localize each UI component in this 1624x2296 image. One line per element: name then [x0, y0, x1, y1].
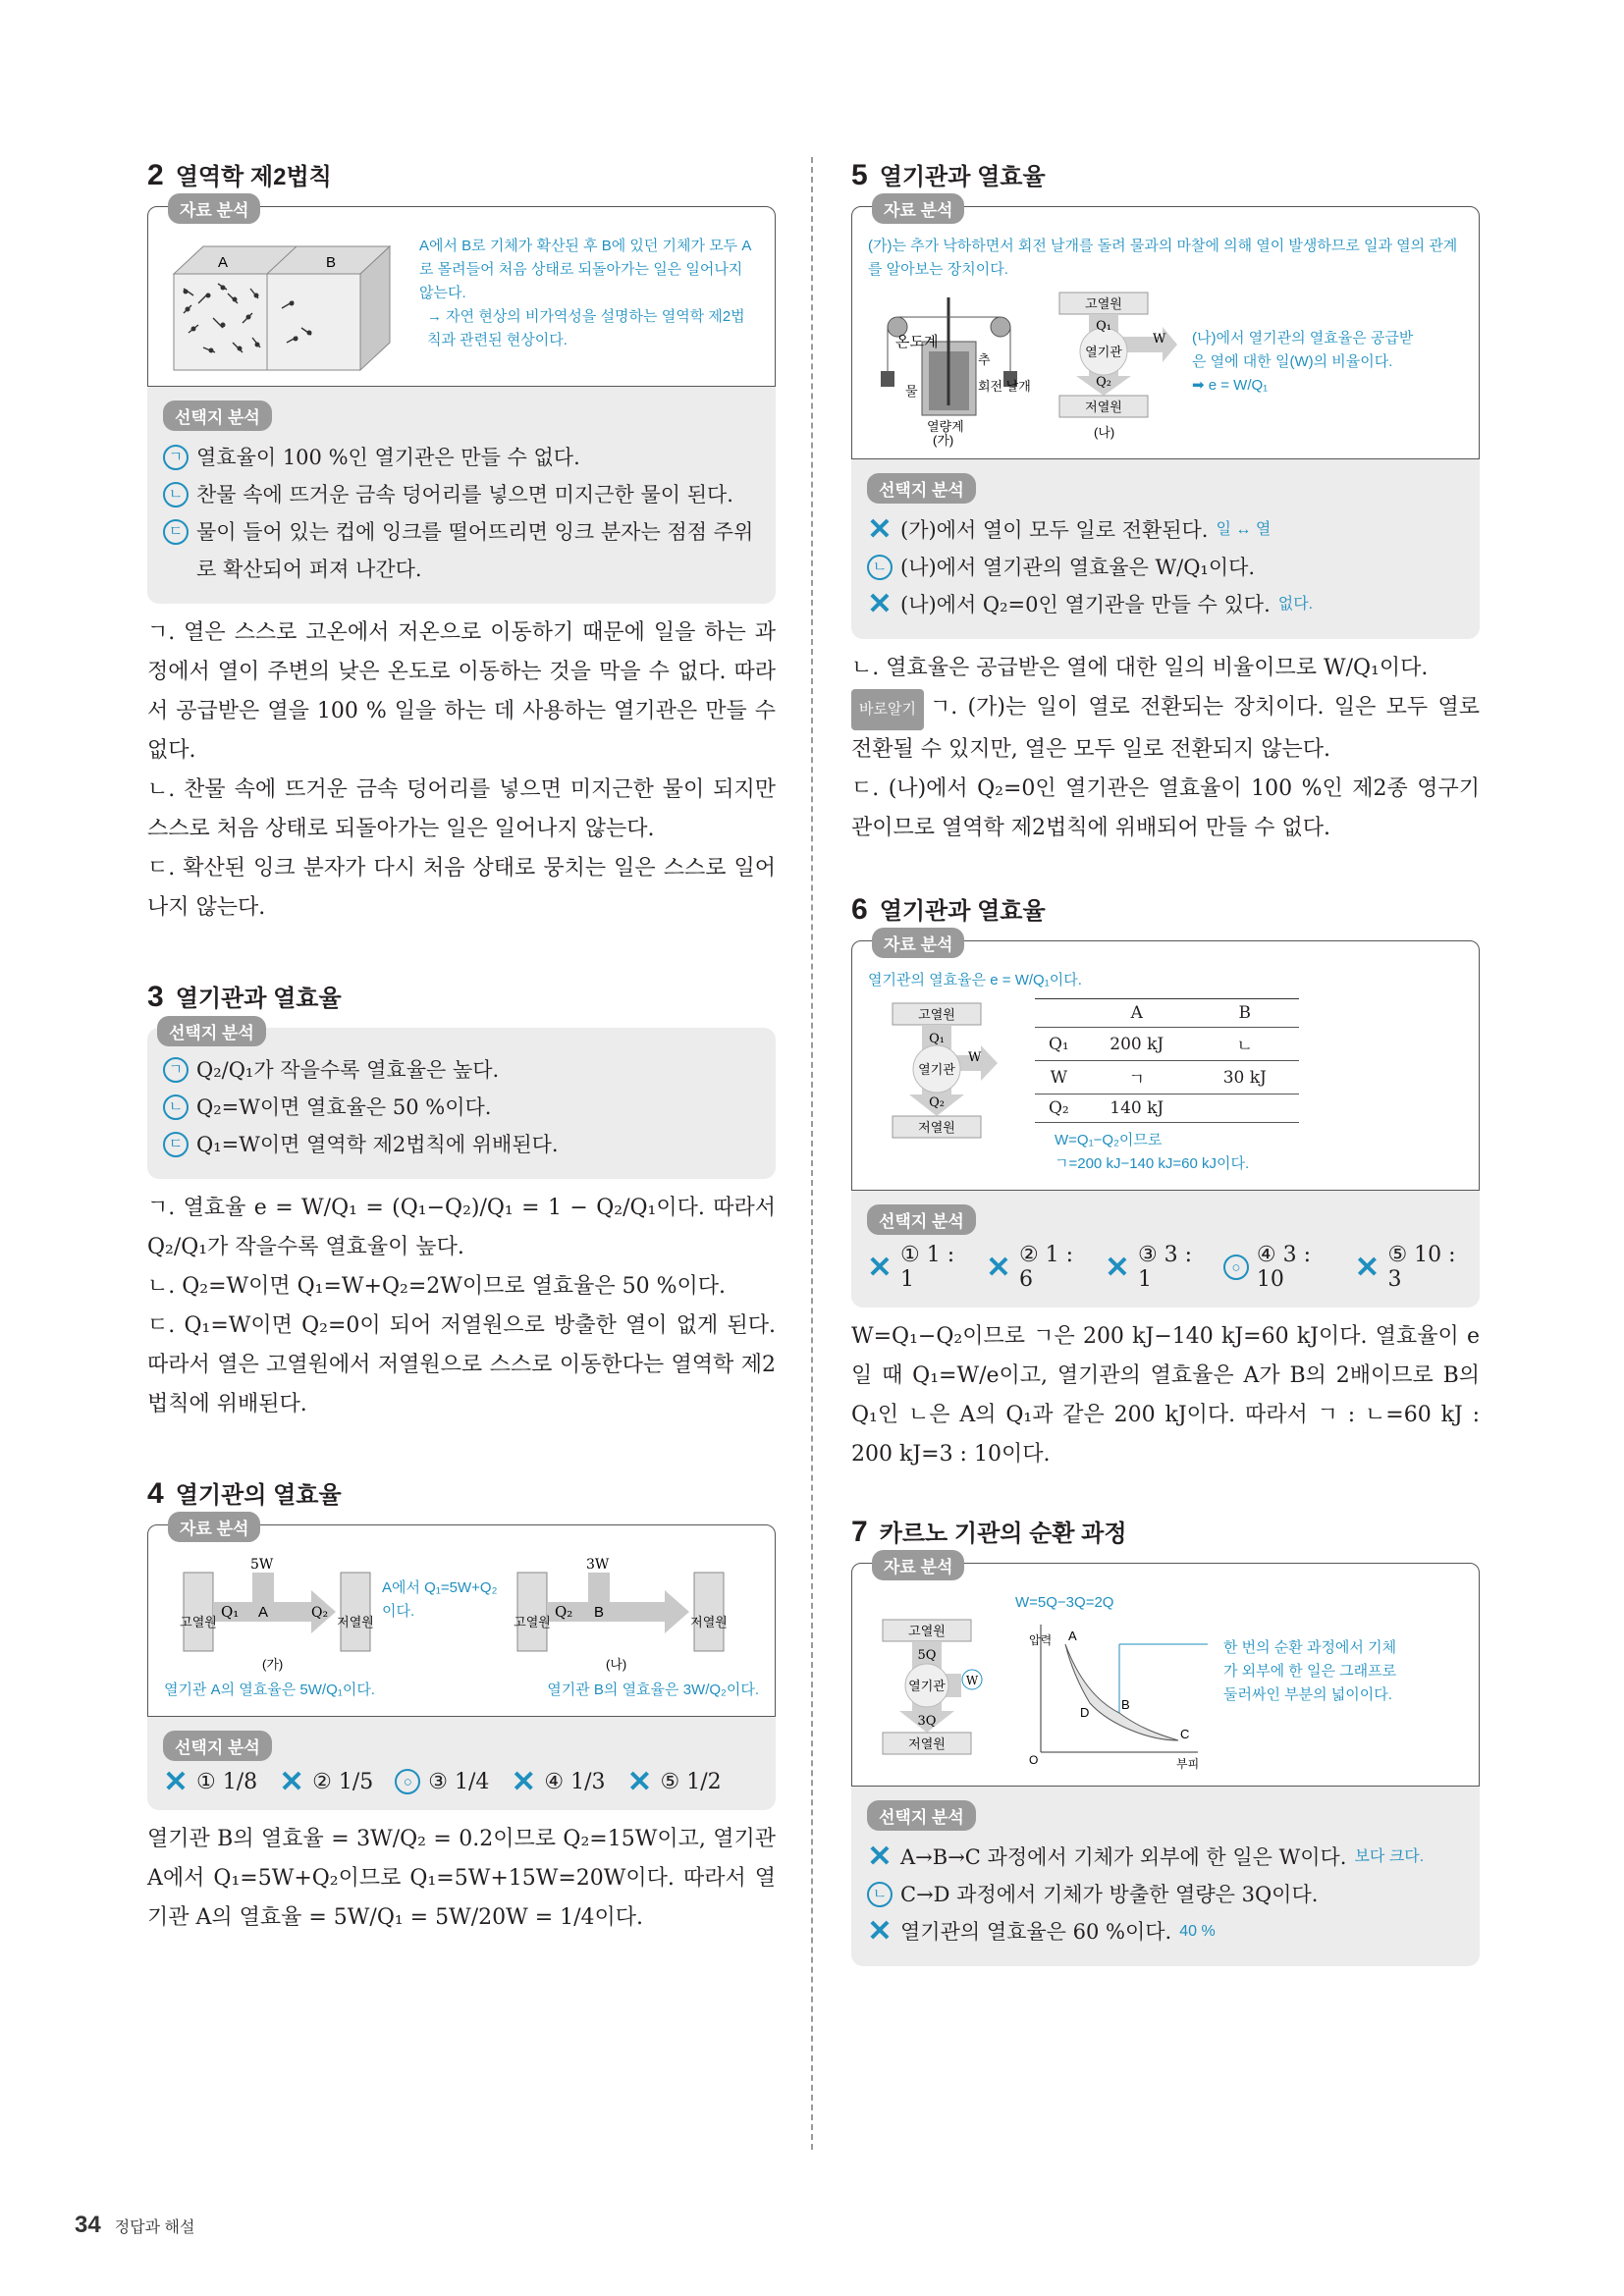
engine-a-label: A — [258, 1604, 269, 1621]
section-number: 6 — [851, 893, 868, 926]
efficiency-formula: ➡ e = W/Q₁ — [1192, 377, 1269, 394]
choice-item — [867, 1243, 964, 1292]
section-5-title — [851, 157, 1480, 192]
caption-text: (가)는 추가 낙하하면서 회전 날개를 돌려 물과의 마찰에 의해 열이 발생하므로 일과 열의 관계를 알아보는 장치이다. — [868, 238, 1458, 278]
table-row — [1035, 1028, 1299, 1061]
efficiency-note: (나)에서 열기관의 열효율은 공급받은 열에 대한 일(W)의 비율이다. — [1192, 330, 1414, 370]
explanation-para: ㄷ. Q₁=W이면 Q₂=0이 되어 저열원으로 방출한 열이 없게 된다. 따라서 열은 고열원에서 저열원으로 스스로 이동한다는 열역학 제2법칙에 위배된다. — [147, 1313, 776, 1416]
section-4-title — [147, 1475, 776, 1511]
hot-reservoir-label: 고열원 — [918, 1007, 955, 1022]
circle-mark-icon: ㄱ — [163, 445, 189, 470]
calc-note: W=Q₁−Q₂이므로 — [1055, 1132, 1163, 1148]
q1-label: Q₁ — [1096, 319, 1111, 334]
choice-item — [1223, 1243, 1333, 1292]
choice-text: ⑤ 10 : 3 — [1387, 1243, 1456, 1292]
engine-label: 열기관 — [918, 1062, 955, 1077]
q1-label: Q₁ — [221, 1603, 240, 1621]
heat-in-label: 5Q — [917, 1648, 937, 1663]
cold-reservoir-label: 저열원 — [337, 1615, 374, 1629]
section-title-text: 열역학 제2법칙 — [175, 164, 332, 190]
calc-note: ㄱ=200 kJ−140 kJ=60 kJ이다. — [1055, 1155, 1250, 1172]
hot-reservoir-label: 고열원 — [514, 1615, 551, 1629]
choice-analysis-tag: 선택지 분석 — [157, 1016, 266, 1046]
data-analysis-box — [147, 1520, 776, 1717]
circle-mark-icon: ㄷ — [163, 1132, 189, 1157]
correct-mark-icon: ○ — [395, 1769, 420, 1794]
table-cell: 140 kJ — [1083, 1095, 1191, 1123]
explanation — [851, 649, 1480, 848]
point-d-label: D — [1080, 1705, 1090, 1720]
choice-analysis-tag: 선택지 분석 — [867, 1204, 976, 1235]
cross-mark-icon: ✕ — [986, 1251, 1011, 1284]
option-text: Q₂=W이면 열효율은 50 %이다. — [196, 1095, 492, 1119]
option-text: Q₂/Q₁가 작을수록 열효율은 높다. — [196, 1058, 500, 1082]
work-note: W=5Q−3Q=2Q — [1015, 1594, 1114, 1611]
data-analysis-box — [851, 201, 1480, 459]
explanation-para: ㄷ. 확산된 잉크 분자가 다시 처음 상태로 뭉치는 일은 스스로 일어나지 않는다. — [147, 856, 776, 920]
work-label: W — [965, 1674, 979, 1687]
q2-label: Q₂ — [1096, 375, 1111, 390]
choice-item — [279, 1765, 374, 1798]
table-cell: 200 kJ — [1083, 1028, 1191, 1061]
box-tag: 자료 분석 — [872, 1550, 964, 1580]
section-number: 2 — [147, 159, 164, 191]
engine-b-label: B — [594, 1604, 605, 1621]
choice-item — [626, 1765, 722, 1798]
hot-reservoir-label: 고열원 — [180, 1615, 217, 1629]
choice-item — [163, 1765, 258, 1798]
option-text: 열효율이 100 %인 열기관은 만들 수 없다. — [196, 446, 580, 469]
section-number: 7 — [851, 1516, 868, 1548]
engine-label: 열기관 — [1085, 345, 1122, 359]
engine-diagrams — [164, 1553, 761, 1671]
cross-mark-icon: ✕ — [163, 1765, 189, 1798]
energy-note: A에서 Q₁=5W+Q₂이다. — [382, 1579, 498, 1620]
option-text: (나)에서 Q₂=0인 열기관을 만들 수 있다. — [900, 593, 1271, 616]
section-6 — [851, 891, 1480, 1474]
cross-mark-icon: ✕ — [867, 588, 893, 620]
choice-item — [1354, 1243, 1464, 1292]
option-text: (가)에서 열이 모두 일로 전환된다. — [900, 518, 1209, 542]
v-axis-label: 부피 — [1176, 1757, 1200, 1771]
option-row — [163, 513, 760, 588]
choice-text: ① 1 : 1 — [900, 1243, 955, 1292]
choice-row — [163, 1765, 760, 1798]
circle-mark-icon: ㄴ — [163, 482, 189, 507]
column-divider — [811, 157, 813, 2150]
section-7-title — [851, 1514, 1480, 1549]
cross-mark-icon: ✕ — [867, 513, 893, 546]
cross-mark-icon: ✕ — [1105, 1251, 1130, 1284]
section-number: 4 — [147, 1477, 164, 1510]
option-text: (나)에서 열기관의 열효율은 W/Q₁이다. — [900, 556, 1256, 579]
footer-label: 정답과 해설 — [114, 2219, 195, 2236]
circle-mark-icon: ㄴ — [867, 1882, 893, 1907]
box-tag: 자료 분석 — [872, 193, 964, 224]
option-row — [163, 1089, 760, 1126]
circle-mark-icon: ㄴ — [163, 1095, 189, 1120]
circle-mark-icon: ㄷ — [163, 519, 189, 545]
choice-analysis — [147, 1717, 776, 1810]
choice-item — [511, 1765, 606, 1798]
choice-text: ① 1/8 — [196, 1769, 258, 1794]
table-cell: ㄱ — [1083, 1061, 1191, 1095]
option-row — [163, 1051, 760, 1089]
circle-mark-icon: ㄱ — [163, 1057, 189, 1083]
correction-tag: 바로알기 — [851, 689, 924, 730]
figure-label: (나) — [1094, 425, 1115, 440]
choice-row — [867, 1243, 1464, 1292]
correction-note: 일 ↔ 열 — [1216, 521, 1272, 538]
explanation-para: 열기관 B의 열효율 = 3W/Q₂ = 0.2이므로 Q₂=15W이고, 열기관 A에서 Q₁=5W+Q₂이므로 Q₁=5W+15W=20W이다. 따라서 열기관 A의 열효율 = 5W/Q₁ = 5W/20W = 1/4이다. — [147, 1827, 776, 1930]
choice-text: ⑤ 1/2 — [660, 1769, 722, 1794]
explanation — [147, 614, 776, 928]
joule-apparatus-figure — [868, 288, 1031, 448]
correction-note: 보다 크다. — [1354, 1848, 1425, 1865]
cross-mark-icon: ✕ — [626, 1765, 653, 1798]
explanation — [851, 1317, 1480, 1474]
section-3-title — [147, 979, 776, 1014]
cross-mark-icon: ✕ — [867, 1841, 893, 1873]
hot-reservoir-label: 고열원 — [908, 1624, 946, 1638]
table-row — [1035, 1095, 1299, 1123]
gas-diffusion-figure — [164, 235, 400, 372]
circle-mark-icon: ㄴ — [867, 555, 893, 580]
blade-label: 회전 날개 — [978, 379, 1031, 394]
correction-note: 없다. — [1277, 596, 1314, 613]
explanation — [147, 1189, 776, 1424]
caption-text: A에서 B로 기체가 확산된 후 B에 있던 기체가 모두 A로 몰려들어 처음 상태로 되돌아가는 일은 일어나지 않는다. — [419, 238, 752, 301]
explanation-para: ㄱ. 열은 스스로 고온에서 저온으로 이동하기 때문에 일을 하는 과정에서 열이 주변의 낮은 온도로 이동하는 것을 막을 수 없다. 따라서 공급받은 열을 100 % 일을 하는 데 사용하는 열기관은 만들 수 없다. — [147, 620, 776, 763]
section-5 — [851, 157, 1480, 848]
data-analysis-box — [851, 1558, 1480, 1787]
table-cell — [1191, 1095, 1299, 1123]
cold-reservoir-label: 저열원 — [908, 1736, 946, 1751]
choice-analysis — [851, 1787, 1480, 1966]
section-number: 3 — [147, 981, 164, 1013]
explanation-para: ㄴ. 열효율은 공급받은 열에 대한 일의 비율이므로 W/Q₁이다. — [851, 656, 1429, 680]
p-axis-label: 압력 — [1029, 1633, 1053, 1647]
correct-mark-icon: ○ — [1223, 1255, 1249, 1280]
work-label: W — [1153, 332, 1166, 347]
section-title-text: 열기관과 열효율 — [879, 164, 1046, 190]
energy-table — [1035, 998, 1299, 1123]
option-text: 물이 들어 있는 컵에 잉크를 떨어뜨리면 잉크 분자는 점점 주위로 확산되어 퍼져 나간다. — [196, 520, 754, 581]
table-header — [1035, 999, 1083, 1028]
choice-analysis — [851, 459, 1480, 639]
explanation-para: ㄷ. (나)에서 Q₂=0인 열기관은 열효율이 100 %인 제2종 영구기관이므로 열역학 제2법칙에 위배되어 만들 수 없다. — [851, 776, 1480, 840]
choice-text: ④ 3 : 10 — [1256, 1243, 1312, 1292]
caption-text: 열기관의 열효율은 e = W/Q₁이다. — [868, 972, 1082, 988]
section-title-text: 열기관과 열효율 — [879, 898, 1046, 925]
origin-label: O — [1029, 1753, 1039, 1767]
choice-analysis — [147, 387, 776, 604]
choice-analysis-tag: 선택지 분석 — [867, 1800, 976, 1831]
choice-text: ② 1 : 6 — [1018, 1243, 1074, 1292]
thermometer-label: 온도계 — [895, 334, 939, 350]
point-b-label: B — [1121, 1697, 1130, 1712]
explanation-para: W=Q₁−Q₂이므로 ㄱ은 200 kJ−140 kJ=60 kJ이다. 열효율이 e일 때 Q₁=W/e이고, 열기관의 열효율은 A가 B의 2배이므로 B의 Q₁인 ㄴ은 A의 Q₁과 같은 200 kJ이다. 따라서 ㄱ : ㄴ=60 kJ : 200 kJ=3 : 10이다. — [851, 1324, 1480, 1467]
choice-analysis-tag: 선택지 분석 — [163, 400, 272, 431]
correction-note: 40 % — [1179, 1923, 1216, 1940]
data-analysis-box — [851, 935, 1480, 1191]
cold-reservoir-label: 저열원 — [690, 1615, 728, 1629]
option-row — [163, 1126, 760, 1163]
q2-label: Q₂ — [311, 1605, 329, 1621]
data-analysis-box — [147, 201, 776, 387]
point-a-label: A — [1068, 1629, 1077, 1643]
carnot-engine-diagram — [868, 1615, 996, 1762]
section-title-text: 열기관의 열효율 — [175, 1482, 342, 1509]
option-row — [867, 1876, 1464, 1913]
q2-label: Q₂ — [929, 1095, 945, 1110]
choice-item — [986, 1243, 1083, 1292]
section-2 — [147, 157, 776, 928]
cross-mark-icon: ✕ — [867, 1251, 893, 1284]
q1-label: Q₁ — [929, 1032, 945, 1046]
option-text: 열기관의 열효율은 60 %이다. — [900, 1920, 1172, 1944]
option-row — [867, 549, 1464, 586]
region-a-label: A — [218, 254, 229, 271]
weight-label: 추 — [978, 352, 991, 367]
graph-note: 한 번의 순환 과정에서 기체가 외부에 한 일은 그래프로 둘러싸인 부분의 넓이이다. — [1223, 1639, 1397, 1703]
option-row — [867, 511, 1464, 549]
figure-label: (가) — [262, 1657, 284, 1672]
cold-reservoir-label: 저열원 — [1085, 400, 1122, 414]
table-cell: Q₂ — [1035, 1095, 1083, 1123]
cross-mark-icon: ✕ — [511, 1765, 536, 1798]
explanation-para: ㄱ. 열효율 e = W/Q₁ = (Q₁−Q₂)/Q₁ = 1 − Q₂/Q₁이다. 따라서 Q₂/Q₁가 작을수록 열효율이 높다. — [147, 1196, 776, 1259]
cross-mark-icon: ✕ — [867, 1915, 893, 1948]
calorimeter-label: 열량계 — [927, 419, 964, 434]
heat-engine-diagram — [868, 998, 1015, 1146]
right-column — [851, 157, 1480, 2017]
work-label: W — [968, 1050, 982, 1065]
explanation-para: ㄴ. Q₂=W이면 Q₁=W+Q₂=2W이므로 열효율은 50 %이다. — [147, 1274, 727, 1299]
choice-analysis-tag: 선택지 분석 — [867, 473, 976, 504]
choice-item — [1105, 1243, 1202, 1292]
figure-label: (나) — [606, 1657, 627, 1672]
option-row — [867, 1839, 1464, 1876]
table-cell: W — [1035, 1061, 1083, 1095]
table-cell: Q₁ — [1035, 1028, 1083, 1061]
choice-text: ④ 1/3 — [544, 1769, 606, 1794]
option-row — [867, 586, 1464, 623]
box-tag: 자료 분석 — [872, 928, 964, 958]
explanation-para: ㄴ. 찬물 속에 뜨거운 금속 덩어리를 넣으면 미지근한 물이 되지만 스스로 처음 상태로 되돌아가는 일은 일어나지 않는다. — [147, 777, 776, 841]
work-label: 3W — [586, 1557, 610, 1573]
section-title-text: 열기관과 열효율 — [175, 986, 342, 1012]
table-header: A — [1083, 999, 1191, 1028]
section-number: 5 — [851, 159, 868, 191]
choice-item — [395, 1769, 489, 1794]
page-number: 34 — [75, 2212, 101, 2238]
section-6-title — [851, 891, 1480, 927]
pv-diagram — [1011, 1615, 1208, 1772]
explanation — [147, 1820, 776, 1938]
cold-reservoir-label: 저열원 — [918, 1120, 955, 1135]
efficiency-b-note: 열기관 B의 열효율은 3W/Q₂이다. — [547, 1682, 759, 1698]
heat-engine-diagram — [1035, 288, 1182, 445]
figure-label: (가) — [933, 433, 954, 448]
engine-label: 열기관 — [908, 1679, 946, 1693]
heat-out-label: 3Q — [917, 1714, 937, 1729]
section-4 — [147, 1475, 776, 1938]
explanation-para: ㄱ. (가)는 일이 열로 전환되는 장치이다. 일은 모두 열로 전환될 수 있지만, 열은 모두 일로 전환되지 않는다. — [851, 695, 1480, 762]
work-label: 5W — [250, 1557, 274, 1573]
choice-text: ② 1/5 — [312, 1769, 374, 1794]
efficiency-a-note: 열기관 A의 열효율은 5W/Q₁이다. — [164, 1682, 375, 1698]
left-column — [147, 157, 776, 1989]
table-cell: 30 kJ — [1191, 1061, 1299, 1095]
choice-text: ③ 3 : 1 — [1137, 1243, 1193, 1292]
choice-analysis — [851, 1191, 1480, 1308]
point-c-label: C — [1180, 1727, 1190, 1741]
section-2-title — [147, 157, 776, 192]
cross-mark-icon: ✕ — [279, 1765, 304, 1798]
cross-mark-icon: ✕ — [1354, 1251, 1380, 1284]
table-cell: ㄴ — [1191, 1028, 1299, 1061]
section-title-text: 카르노 기관의 순환 과정 — [879, 1521, 1127, 1547]
q2-label: Q₂ — [555, 1603, 573, 1621]
region-b-label: B — [326, 254, 337, 271]
box-tag: 자료 분석 — [168, 193, 260, 224]
option-row — [163, 476, 760, 513]
hot-reservoir-label: 고열원 — [1085, 296, 1122, 311]
table-row — [1035, 1061, 1299, 1095]
option-text: A→B→C 과정에서 기체가 외부에 한 일은 W이다. — [900, 1845, 1347, 1869]
choice-analysis — [147, 1024, 776, 1179]
option-row — [163, 439, 760, 476]
choice-text: ③ 1/4 — [428, 1769, 490, 1794]
caption-conclusion: → 자연 현상의 비가역성을 설명하는 열역학 제2법칙과 관련된 현상이다. — [427, 308, 745, 348]
choice-analysis-tag: 선택지 분석 — [163, 1731, 272, 1761]
section-3 — [147, 979, 776, 1424]
option-text: 찬물 속에 뜨거운 금속 덩어리를 넣으면 미지근한 물이 된다. — [196, 483, 733, 507]
option-text: C→D 과정에서 기체가 방출한 열량은 3Q이다. — [900, 1883, 1319, 1906]
option-text: Q₁=W이면 열역학 제2법칙에 위배된다. — [196, 1133, 559, 1156]
water-label: 물 — [905, 384, 918, 399]
option-row — [867, 1913, 1464, 1950]
box-tag: 자료 분석 — [168, 1512, 260, 1542]
table-header: B — [1191, 999, 1299, 1028]
section-7 — [851, 1514, 1480, 1966]
page-footer — [75, 2212, 194, 2239]
